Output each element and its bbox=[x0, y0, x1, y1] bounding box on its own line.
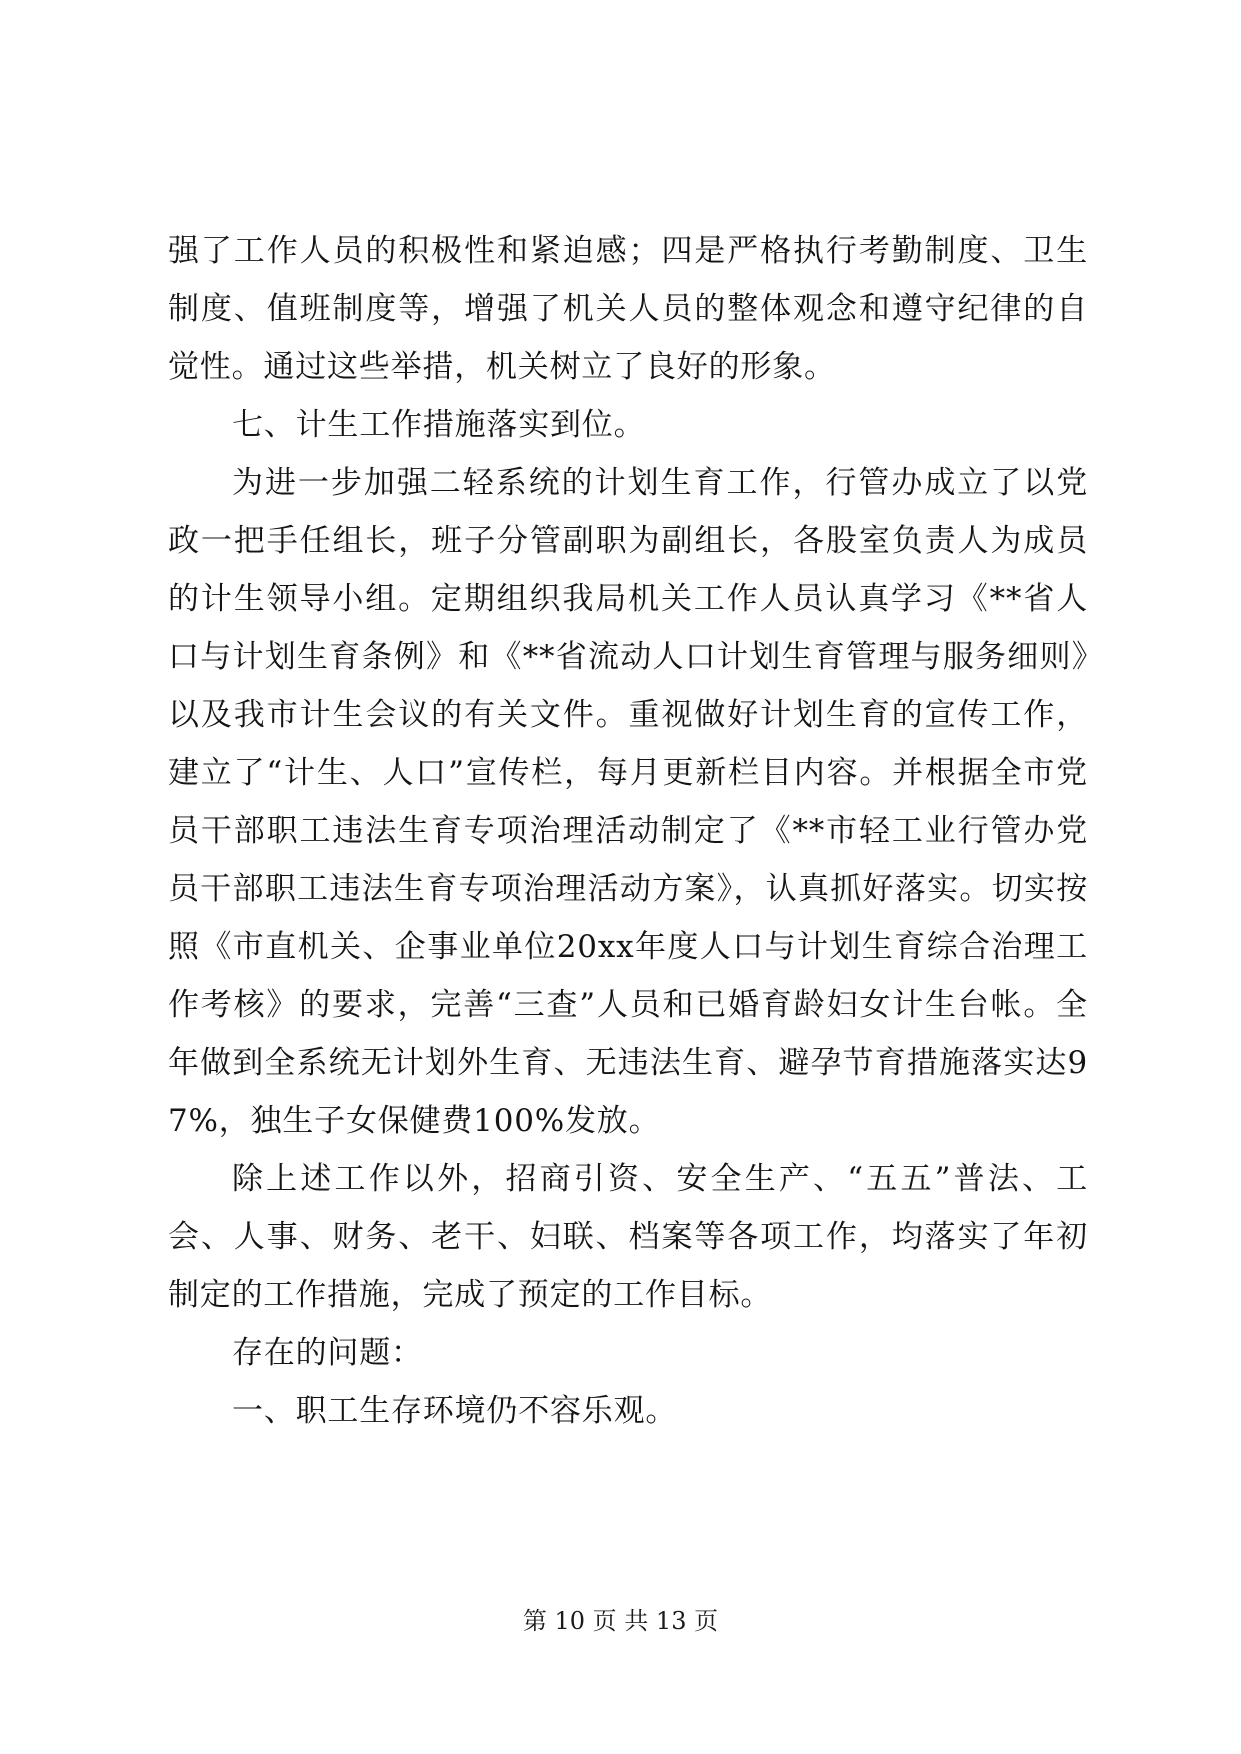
paragraph-family-planning: 为进一步加强二轻系统的计划生育工作，行管办成立了以党政一把手任组长，班子分管副职为副组长，各股室负责人为成员的计生领导小组。定期组织我局机关工作人员认真学习《**省人口与计划生育条例》和《**省流动人口计划生育管理与服务细则》以及我市计生会议的有关文件。重视做好计划生育的宣传工作，建立了“计生、人口”宣传栏，每月更新栏目内容。并根据全市党员干部职工违法生育专项治理活动制定了《**市轻工业行管办党员干部职工违法生育专项治理活动方案》，认真抓好落实。切实按照《市直机关、企事业单位20xx年度人口与计划生育综合治理工作考核》的要求，完善“三查”人员和已婚育龄妇女计生台帐。全年做到全系统无计划外生育、无违法生育、避孕节育措施落实达97%，独生子女保健费100%发放。 bbox=[168, 465, 1088, 1139]
paragraph-continuation: 强了工作人员的积极性和紧迫感；四是严格执行考勤制度、卫生制度、值班制度等，增强了机关人员的整体观念和遵守纪律的自觉性。通过这些举措，机关树立了良好的形象。 bbox=[168, 233, 1088, 385]
page-number-footer: 第 10 页 共 13 页 bbox=[522, 1607, 719, 1635]
section-heading-family-planning: 七、计生工作措施落实到位。 bbox=[232, 407, 646, 443]
problem-item-1: 一、职工生存环境仍不容乐观。 bbox=[232, 1393, 678, 1429]
heading-existing-problems: 存在的问题： bbox=[232, 1335, 423, 1371]
paragraph-other-work: 除上述工作以外，招商引资、安全生产、“五五”普法、工会、人事、财务、老干、妇联、档案等各项工作，均落实了年初制定的工作措施，完成了预定的工作目标。 bbox=[168, 1161, 1088, 1313]
document-body bbox=[168, 222, 1088, 1440]
